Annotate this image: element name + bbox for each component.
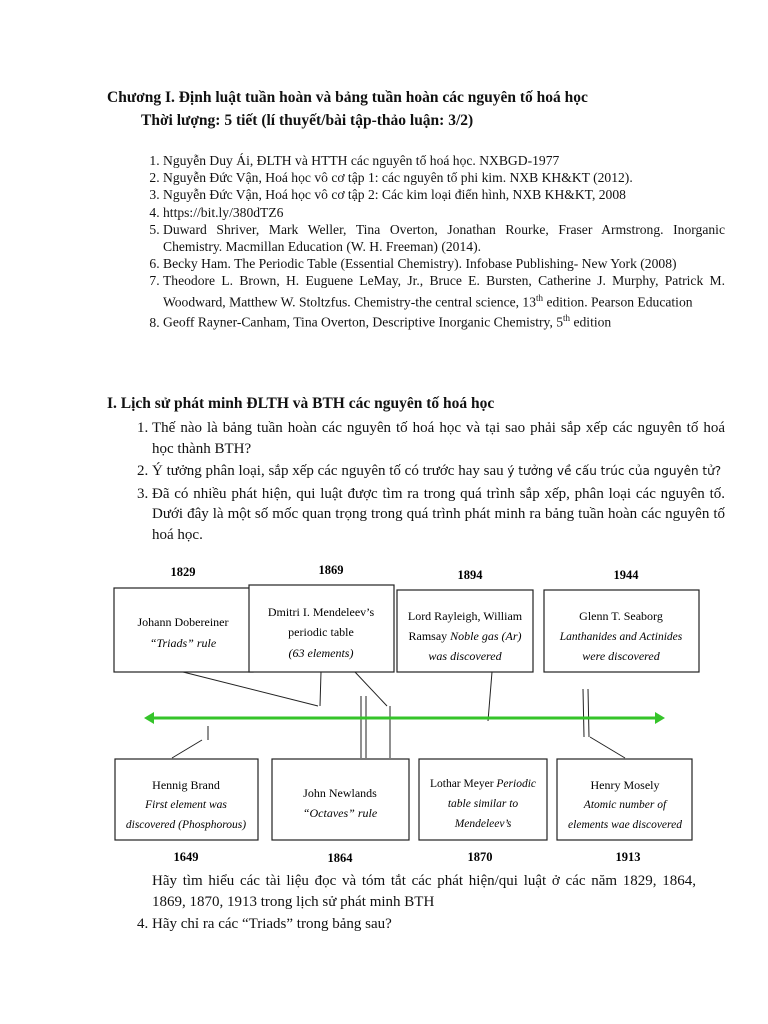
question-3-followup: Hãy tìm hiểu các tài liệu đọc và tóm tắt các phát hiện/qui luật ở các năm 1829, 1864, 1869, 1870, 1913 trong lịch sử phát minh BTH: [152, 873, 696, 910]
reference-item: [163, 169, 725, 186]
event-desc-part: Noble gas (Ar): [450, 629, 522, 643]
event-title: [430, 778, 536, 790]
chapter-title: Chương I. Định luật tuần hoàn và bảng tuần hoàn các nguyên tố hoá học: [107, 89, 588, 106]
connector-line: [172, 740, 202, 758]
event-desc: were discovered: [582, 649, 660, 663]
event-title: Henry Mosely: [590, 778, 660, 792]
reference-list: [134, 152, 725, 331]
event-box-1913: [557, 759, 692, 840]
superscript: th: [563, 313, 571, 324]
reference-text: Theodore L. Brown, H. Euguene LeMay, Jr., Bruce E. Bursten, Catherine J. Murphy, Patrick M. Woodward, Matthew W. Stoltzfus. Chemistry-the central science, 13: [163, 273, 725, 310]
event-desc: Atomic number of: [583, 799, 667, 811]
question-item: [152, 461, 725, 482]
superscript: th: [536, 292, 544, 303]
timeline-connectors: [172, 672, 625, 758]
event-box-1870: [419, 759, 547, 840]
question-text: Thế nào là bảng tuần hoàn các nguyên tố hoá học và tại sao phải sắp xếp các nguyên tố hoá học thành BTH?: [152, 420, 725, 457]
reference-item: [163, 310, 725, 331]
reference-link[interactable]: https://bit.ly/380dTZ6: [163, 204, 284, 220]
event-box-frame: [114, 588, 253, 672]
event-desc: (63 elements): [288, 646, 354, 660]
connector-line: [588, 689, 589, 737]
event-desc: was discovered: [428, 649, 502, 663]
event-desc: “Octaves” rule: [302, 806, 378, 820]
event-title: Johann Dobereiner: [137, 615, 229, 629]
reference-item: [163, 152, 725, 169]
reference-item: [163, 272, 725, 310]
reference-text: Geoff Rayner-Canham, Tina Overton, Descriptive Inorganic Chemistry, 5: [163, 314, 564, 330]
event-title-part: Periodic: [496, 778, 537, 790]
event-desc: [409, 629, 522, 643]
timeline-year: 1649: [173, 850, 199, 864]
timeline-arrow-right: [655, 712, 665, 724]
event-desc: “Triads” rule: [149, 636, 217, 650]
reference-text: edition: [570, 314, 612, 330]
event-desc: First element was: [145, 799, 227, 811]
reference-text: Duward Shriver, Mark Weller, Tina Overton, Jonathan Rourke, Fraser Armstrong. Inorganic Chemistry. Macmillan Education (W. H. Freeman) (2014).: [163, 221, 725, 255]
event-desc: Lanthanides and Actinides: [559, 631, 683, 643]
reference-item: [163, 204, 725, 221]
event-box-1829: [114, 588, 253, 672]
event-title-part: Lothar Meyer: [429, 778, 497, 790]
timeline-year: 1870: [467, 850, 493, 864]
section-heading: I. Lịch sử phát minh ĐLTH và BTH các nguyên tố hoá học: [107, 395, 495, 412]
timeline-year: 1829: [170, 565, 196, 579]
event-title: Hennig Brand: [152, 778, 220, 792]
question-text-small: ý tưởng về cấu trúc của nguyên tử?: [507, 464, 722, 478]
event-title: Glenn T. Seaborg: [579, 609, 663, 623]
event-box-1894: [397, 590, 533, 672]
event-desc: discovered (Phosphorous): [125, 819, 247, 831]
question-text: Ý tưởng phân loại, sắp xếp các nguyên tố có trước hay sau: [152, 463, 508, 479]
connector-line: [183, 672, 318, 706]
event-box-1944: [544, 590, 699, 672]
connector-line: [590, 737, 625, 758]
timeline-year: 1864: [327, 851, 353, 865]
question-item: [152, 484, 725, 546]
question-list-continued: [123, 914, 725, 935]
question-list: [123, 418, 725, 545]
timeline-year: 1913: [615, 850, 641, 864]
timeline-figure: [108, 561, 700, 867]
reference-text: edition. Pearson Education: [543, 294, 693, 310]
reference-text: Nguyễn Đức Vận, Hoá học vô cơ tập 2: Các kim loại điển hình, NXB KH&KT, 2008: [163, 187, 626, 203]
event-title: John Newlands: [303, 786, 377, 800]
event-desc: elements wae discovered: [568, 819, 682, 831]
question-item: [152, 418, 725, 459]
event-desc: Mendeleev’s: [454, 818, 512, 830]
event-box-1649: [115, 759, 258, 840]
event-box-1869: [249, 585, 394, 672]
timeline-axis: [144, 712, 665, 724]
connector-line: [320, 672, 321, 706]
reference-text: Becky Ham. The Periodic Table (Essential Chemistry). Infobase Publishing- New York (2008): [163, 256, 677, 272]
reference-item: [163, 255, 725, 272]
event-box-1864: [272, 759, 409, 840]
event-desc: periodic table: [288, 625, 354, 639]
connector-line: [583, 689, 584, 737]
chapter-duration: Thời lượng: 5 tiết (lí thuyết/bài tập-thảo luận: 3/2): [141, 112, 474, 129]
reference-item: [163, 186, 725, 203]
reference-text: Nguyễn Đức Vận, Hoá học vô cơ tập 1: các nguyên tố phi kim. NXB KH&KT (2012).: [163, 170, 633, 186]
question-item: [152, 914, 725, 935]
timeline-year: 1944: [613, 568, 639, 582]
event-desc-part: Ramsay: [408, 629, 451, 643]
timeline-year: 1869: [318, 563, 344, 577]
connector-line: [488, 672, 492, 721]
event-title: Dmitri I. Mendeleev’s: [267, 605, 375, 619]
timeline-arrow-left: [144, 712, 154, 724]
timeline-year: 1894: [457, 568, 483, 582]
question-text: Hãy chỉ ra các “Triads” trong bảng sau?: [152, 916, 392, 932]
question-text: Đã có nhiều phát hiện, qui luật được tìm ra trong quá trình sắp xếp, phân loại các nguyên tố. Dưới đây là một số mốc quan trọng trong quá trình phát minh ra bảng tuần hoàn các nguyên tố hoá học.: [152, 485, 725, 543]
event-desc: table similar to: [447, 798, 519, 810]
connector-line: [355, 672, 387, 706]
event-title: Lord Rayleigh, William: [407, 609, 523, 623]
reference-item: [163, 221, 725, 255]
reference-text: Nguyễn Duy Ái, ĐLTH và HTTH các nguyên tố hoá học. NXBGD-1977: [163, 153, 560, 168]
